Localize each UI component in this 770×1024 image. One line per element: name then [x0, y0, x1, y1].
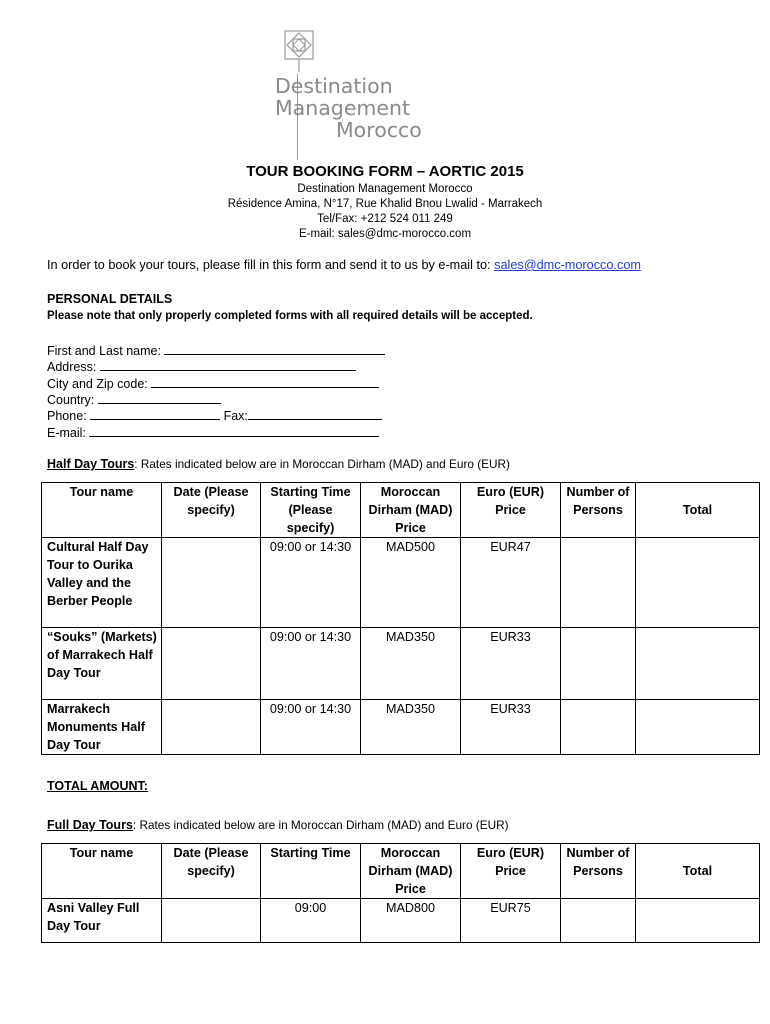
col-total: Total — [636, 483, 760, 538]
city-label: City and Zip code: — [47, 377, 152, 391]
half-day-heading-row — [47, 457, 510, 471]
col-mad-price: Moroccan Dirham (MAD) Price — [361, 483, 461, 538]
table-row — [42, 538, 760, 628]
phone-field[interactable] — [90, 407, 220, 420]
col-tour-name: Tour name — [42, 483, 162, 538]
eur-price-cell: EUR47 — [461, 538, 561, 628]
country-field-row — [47, 391, 221, 407]
company-name: Destination Management Morocco — [297, 183, 473, 195]
country-field[interactable] — [98, 391, 221, 404]
fax-field[interactable] — [248, 407, 382, 420]
total-cell[interactable] — [636, 700, 760, 755]
total-amount-label: TOTAL AMOUNT: — [47, 779, 148, 793]
persons-cell[interactable] — [561, 700, 636, 755]
address-label: Address: — [47, 360, 100, 374]
tour-name-cell: Marrakech Monuments Half Day Tour — [42, 700, 162, 755]
date-cell[interactable] — [162, 628, 261, 700]
company-logo — [270, 20, 470, 150]
half-day-tours-table — [41, 482, 760, 755]
tour-name-cell: Asni Valley Full Day Tour — [42, 899, 162, 943]
table-header-row — [42, 844, 760, 899]
page-title: TOUR BOOKING FORM – AORTIC 2015 — [246, 163, 524, 180]
full-day-heading: Full Day Tours — [47, 818, 133, 832]
table-row — [42, 899, 760, 943]
company-phone: Tel/Fax: +212 524 011 249 — [317, 213, 453, 225]
mad-price-cell: MAD800 — [361, 899, 461, 943]
fax-label: Fax: — [220, 409, 248, 423]
city-zip-field[interactable] — [151, 375, 379, 388]
company-street: Résidence Amina, N°17, Rue Khalid Bnou Lwalid - Marrakech — [227, 198, 543, 210]
eur-price-cell: EUR33 — [461, 700, 561, 755]
tour-name-cell: “Souks” (Markets) of Marrakech Half Day Tour — [42, 628, 162, 700]
col-date: Date (Please specify) — [162, 844, 261, 899]
personal-details-note: Please note that only properly completed forms with all required details will be accepted. — [47, 310, 533, 322]
personal-details-heading: PERSONAL DETAILS — [47, 292, 173, 306]
mad-price-cell: MAD350 — [361, 628, 461, 700]
email-field-row — [47, 424, 379, 440]
country-label: Country: — [47, 393, 98, 407]
company-email: E-mail: sales@dmc-morocco.com — [298, 228, 472, 240]
name-label: First and Last name: — [47, 344, 165, 358]
city-field-row — [47, 375, 379, 391]
email-label: E-mail: — [47, 426, 90, 440]
eur-price-cell: EUR33 — [461, 628, 561, 700]
logo-text-line3: Morocco — [336, 118, 422, 142]
logo-text-line2: Management — [275, 96, 411, 120]
intro-text: In order to book your tours, please fill in this form and send it to us by e-mail to: — [47, 258, 495, 272]
half-day-rates-note: : Rates indicated below are in Moroccan Dirham (MAD) and Euro (EUR) — [134, 457, 510, 471]
table-header-row — [42, 483, 760, 538]
total-cell[interactable] — [636, 628, 760, 700]
time-cell: 09:00 — [261, 899, 361, 943]
date-cell[interactable] — [162, 899, 261, 943]
total-cell[interactable] — [636, 899, 760, 943]
date-cell[interactable] — [162, 700, 261, 755]
eur-price-cell: EUR75 — [461, 899, 561, 943]
persons-cell[interactable] — [561, 628, 636, 700]
full-day-tours-table — [41, 843, 760, 943]
persons-cell[interactable] — [561, 899, 636, 943]
tour-name-cell: Cultural Half Day Tour to Ourika Valley and the Berber People — [42, 538, 162, 628]
col-persons: Number of Persons — [561, 483, 636, 538]
logo-text-line1: Destination — [275, 74, 393, 98]
time-cell: 09:00 or 14:30 — [261, 538, 361, 628]
col-eur-price: Euro (EUR) Price — [461, 844, 561, 899]
col-total: Total — [636, 844, 760, 899]
persons-cell[interactable] — [561, 538, 636, 628]
table-row — [42, 628, 760, 700]
total-cell[interactable] — [636, 538, 760, 628]
full-day-heading-row — [47, 818, 509, 832]
time-cell: 09:00 or 14:30 — [261, 700, 361, 755]
col-date: Date (Please specify) — [162, 483, 261, 538]
address-field-row — [47, 358, 356, 374]
name-field-row — [47, 342, 385, 358]
full-day-rates-note: : Rates indicated below are in Moroccan Dirham (MAD) and Euro (EUR) — [132, 818, 509, 832]
col-mad-price: Moroccan Dirham (MAD) Price — [361, 844, 461, 899]
mad-price-cell: MAD350 — [361, 700, 461, 755]
half-day-heading: Half Day Tours — [47, 457, 135, 471]
name-field[interactable] — [164, 342, 385, 355]
table-row — [42, 700, 760, 755]
col-eur-price: Euro (EUR) Price — [461, 483, 561, 538]
col-starting-time: Starting Time — [261, 844, 361, 899]
col-persons: Number of Persons — [561, 844, 636, 899]
phone-label: Phone: — [47, 409, 91, 423]
intro-paragraph — [47, 258, 641, 272]
col-tour-name: Tour name — [42, 844, 162, 899]
address-field[interactable] — [100, 358, 356, 371]
email-link[interactable]: sales@dmc-morocco.com — [494, 258, 641, 272]
email-field[interactable] — [89, 424, 379, 437]
col-starting-time: Starting Time (Please specify) — [261, 483, 361, 538]
phone-field-row — [47, 407, 382, 423]
date-cell[interactable] — [162, 538, 261, 628]
mad-price-cell: MAD500 — [361, 538, 461, 628]
logo-diamond-icon — [282, 28, 316, 72]
time-cell: 09:00 or 14:30 — [261, 628, 361, 700]
